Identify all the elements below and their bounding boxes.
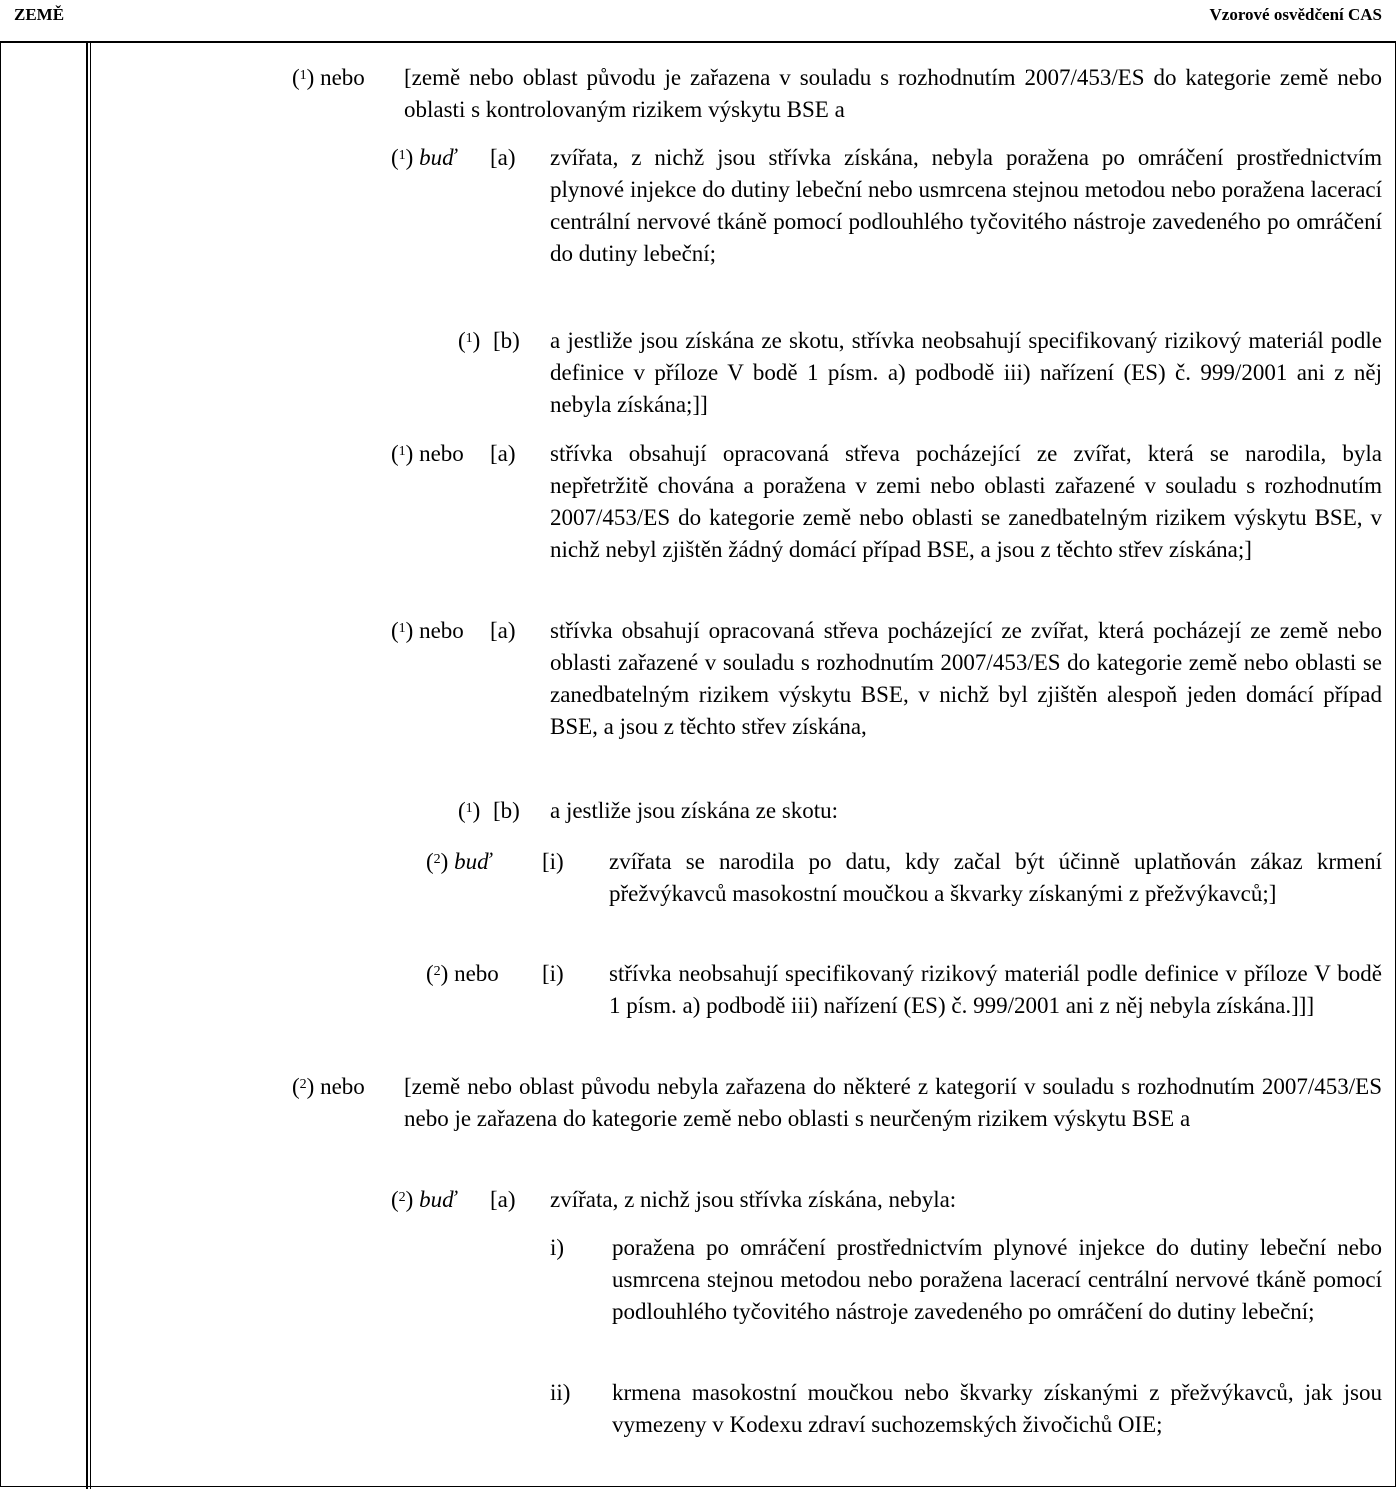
clause-tag: i) <box>550 1235 565 1260</box>
clause-label: ($^2$) buď <box>391 1187 457 1212</box>
clause-text: [země nebo oblast původu nebyla zařazena do některé z kategorií v souladu s rozhodnutím 2007/453/ES nebo je zařazena do kategorie země nebo oblasti s neurčeným rizikem výskytu BSE a <box>404 1074 1382 1131</box>
clause-text: zvířata, z nichž jsou střívka získána, nebyla: <box>550 1187 957 1212</box>
clause-label: ($^2$) buď <box>426 849 492 874</box>
clause-tag: [i) <box>542 961 564 986</box>
clause-text: střívka neobsahují specifikovaný rizikový materiál podle definice v příloze V bodě 1 písm. a) podbodě iii) nařízení (ES) č. 999/2001 ani z něj nebyla získána.]]] <box>609 961 1382 1018</box>
clause-tag: [b) <box>493 798 520 823</box>
clause-tag: [a) <box>490 145 516 170</box>
clause-label: ($^2$) nebo <box>426 961 499 986</box>
clause-text: a jestliže jsou získána ze skotu, střívka neobsahují specifikovaný rizikový materiál podle definice v příloze V bodě 1 písm. a) podbodě iii) nařízení (ES) č. 999/2001 ani z něj nebyla získána;]] <box>550 328 1382 417</box>
clause-tag: [a) <box>490 441 516 466</box>
clause-text: střívka obsahují opracovaná střeva pocházející ze zvířat, která se narodila, byla nepřetržitě chována a poražena v zemi nebo oblasti zařazené v souladu s rozhodnutím 2007/453/ES do kategorie země nebo oblasti se zanedbatelným rizikem výskytu BSE, v nichž nebyl zjištěn žádný domácí případ BSE, a jsou z těchto střev získána;] <box>550 441 1382 562</box>
clause-tag: ii) <box>550 1380 571 1405</box>
clause-label: ($^1$) <box>458 328 481 353</box>
clause-label: ($^1$) <box>458 798 481 823</box>
clause-label: ($^1$) nebo <box>391 441 464 466</box>
clause-text: střívka obsahují opracovaná střeva pocházející ze zvířat, která pocházejí ze země nebo oblasti zařazené v souladu s rozhodnutím 2007/453/ES do kategorie země nebo oblasti se zanedbatelným rizikem výskytu BSE, v nichž byl zjištěn alespoň jeden domácí případ BSE, a jsou z těchto střev získána, <box>550 618 1382 739</box>
clause-text: zvířata, z nichž jsou střívka získána, nebyla poražena po omráčení prostřednictvím plynové injekce do dutiny lebeční nebo usmrcena stejnou metodou nebo poražena lacerací centrální nervové tkáně pomocí podlouhlého tyčovitého nástroje zavedeného po omráčení do dutiny lebeční; <box>550 145 1382 266</box>
header-country: ZEMĚ <box>14 5 65 24</box>
clause-label: ($^1$) nebo <box>292 65 365 90</box>
header-certificate-title: Vzorové osvědčení CAS <box>1209 5 1382 24</box>
clause-text: poražena po omráčení prostřednictvím plynové injekce do dutiny lebeční nebo usmrcena stejnou metodou nebo poražena lacerací centrální nervové tkáně pomocí podlouhlého tyčovitého nástroje zavedeného po omráčení do dutiny lebeční; <box>612 1235 1382 1324</box>
clause-tag: [b) <box>493 328 520 353</box>
clause-label: ($^1$) buď <box>391 145 457 170</box>
column-divider <box>86 41 88 1489</box>
clause-text: [země nebo oblast původu je zařazena v souladu s rozhodnutím 2007/453/ES do kategorie země nebo oblasti s kontrolovaným rizikem výskytu BSE a <box>404 65 1382 122</box>
clause-label: ($^2$) nebo <box>292 1074 365 1099</box>
clause-tag: [i) <box>542 849 564 874</box>
clause-label: ($^1$) nebo <box>391 618 464 643</box>
clause-tag: [a) <box>490 1187 516 1212</box>
clause-tag: [a) <box>490 618 516 643</box>
clause-text: a jestliže jsou získána ze skotu: <box>550 798 839 823</box>
clause-text: krmena masokostní moučkou nebo škvarky získanými z přežvýkavců, jak jsou vymezeny v Kodexu zdraví suchozemských živočichů OIE; <box>612 1380 1382 1437</box>
column-divider-inner <box>90 41 91 1489</box>
clause-text: zvířata se narodila po datu, kdy začal být účinně uplatňován zákaz krmení přežvýkavců masokostní moučkou a škvarky získanými z přežvýkavců;] <box>609 849 1382 906</box>
